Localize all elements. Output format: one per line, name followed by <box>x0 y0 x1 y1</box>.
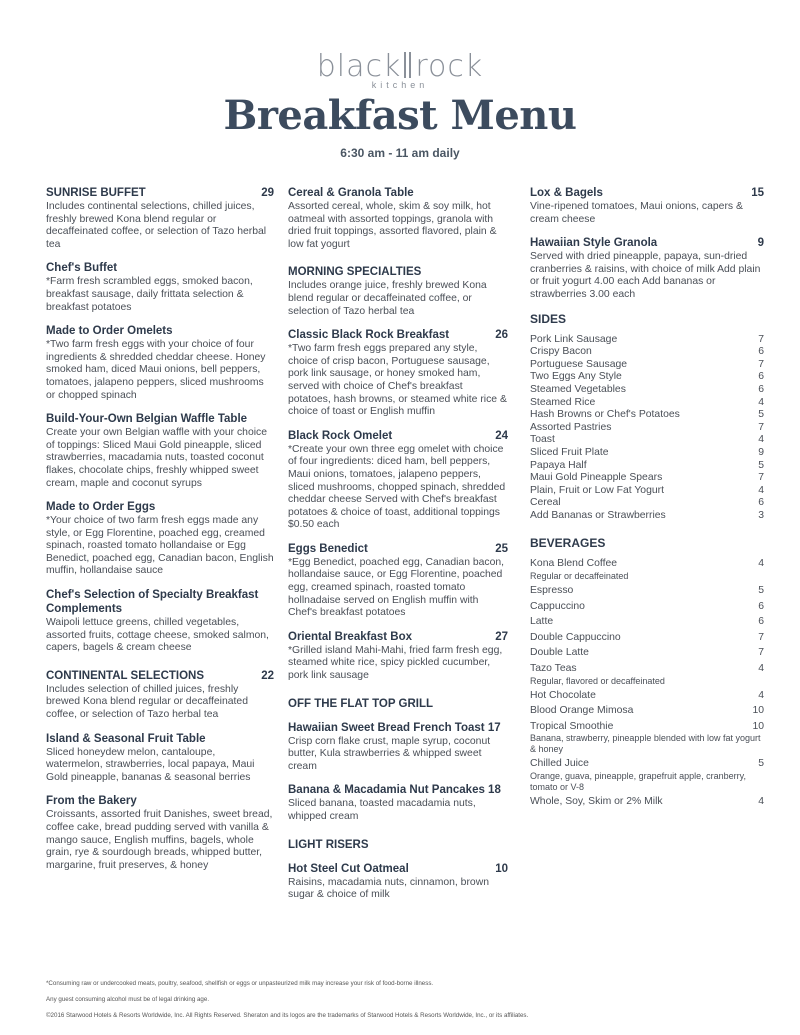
item-price: 9 <box>757 237 764 250</box>
item-name: MORNING SPECIALTIES <box>288 266 422 279</box>
item-description: Raisins, macadamia nuts, cinnamon, brown sugar & choice of milk <box>288 876 489 901</box>
item-header <box>46 324 274 338</box>
item-description: Crisp corn flake crust, maple syrup, coconut butter, Kula strawberries & whipped sweet cream <box>288 735 491 772</box>
side-name: Add Bananas or Strawberries <box>530 509 666 521</box>
side-name: Steamed Rice <box>530 396 596 408</box>
side-name: Plain, Fruit or Low Fat Yogurt <box>530 484 664 496</box>
side-price: 4 <box>758 396 764 408</box>
side-name: Toast <box>530 434 555 446</box>
item-name: SUNRISE BUFFET <box>46 187 146 199</box>
logo-subtitle: kitchen <box>371 80 429 90</box>
beverage-price: 10 <box>752 705 764 717</box>
item-description: *Egg Benedict, poached egg, Canadian bacon, hollandaise sauce, or Egg Florentine, poached egg, creamed spinach, roasted tomato hollnadaise served on English muffin with Chef's breakfast potatoes <box>288 556 505 619</box>
item-description: Waipoli lettuce greens, chilled vegetables, assorted fruits, cottage cheese, smoked salmon, capers, bagels & cream cheese <box>46 617 269 654</box>
item-description: Create your own Belgian waffle with your choice of toppings: Sliced Maui Gold pineapple, sliced strawberries, macadamia nuts, toasted coconut flakes, chocolate chips, freshly whipped sweet cream, maple and coconut syrups <box>46 427 268 489</box>
item-description: Includes continental selections, chilled juices, freshly brewed Kona blend regular or decaffeinated coffee, or selection of Tazo herbal tea <box>46 201 267 250</box>
item-price: 10 <box>495 862 508 875</box>
menu-section <box>46 669 274 722</box>
menu-section <box>46 186 274 251</box>
side-price: 5 <box>758 459 764 471</box>
item-description: *Grilled island Mahi-Mahi, fried farm fresh egg, steamed white rice, spicy pickled cucumber, pork link sausage <box>288 644 503 682</box>
beverage-row <box>530 705 764 718</box>
item-name: Classic Black Rock Breakfast <box>288 329 450 342</box>
beverage-item <box>530 601 764 614</box>
menu-column-1 <box>46 186 274 882</box>
item-description: Vine-ripened tomatoes, Maui onions, capers & cream cheese <box>530 201 743 225</box>
item-description: Served with dried pineapple, papaya, sun-dried cranberries & raisins, with choice of milk Add plain or fruit yogurt 4.00 each Add bananas or strawberries 3.00 each <box>530 251 761 300</box>
item-header <box>46 732 274 746</box>
side-price: 4 <box>758 434 764 446</box>
side-name: Papaya Half <box>530 459 587 471</box>
item-description: Sliced honeydew melon, cantaloupe, watermelon, strawberries, local papaya, Maui Gold pineapple, bananas & seasonal berries <box>46 746 255 783</box>
beverage-note: Regular, flavored or decaffeinated <box>530 675 665 686</box>
side-item <box>530 409 764 422</box>
item-name: Build-Your-Own Belgian Waffle Table <box>46 413 248 426</box>
item-name: CONTINENTAL SELECTIONS <box>46 669 205 682</box>
menu-item <box>288 783 508 823</box>
side-item <box>530 510 764 523</box>
beverage-name: Kona Blend Coffee <box>530 558 618 570</box>
side-price: 4 <box>758 484 764 496</box>
side-price: 5 <box>758 409 764 421</box>
beverages-heading: BEVERAGES <box>530 536 606 551</box>
beverage-name: Tropical Smoothie <box>530 720 614 732</box>
item-name: From the Bakery <box>46 795 137 808</box>
item-name: Chef's Selection of Specialty Breakfast Complements <box>46 589 259 616</box>
beverage-price: 10 <box>752 720 764 732</box>
side-name: Sliced Fruit Plate <box>530 446 609 458</box>
beverage-name: Espresso <box>530 585 574 597</box>
menu-section <box>288 697 508 711</box>
beverage-row <box>530 632 764 645</box>
side-price: 6 <box>758 497 764 509</box>
side-item <box>530 434 764 447</box>
menu-item <box>46 261 274 314</box>
item-header <box>288 429 508 443</box>
beverage-note: Regular or decaffeinated <box>530 571 629 582</box>
item-price: 27 <box>495 630 508 643</box>
beverage-row <box>530 758 764 771</box>
menu-item <box>46 794 274 872</box>
beverage-row <box>530 647 764 660</box>
beverage-item <box>530 663 764 687</box>
beverage-item <box>530 690 764 703</box>
side-item <box>530 397 764 410</box>
beverage-item <box>530 558 764 582</box>
item-name: Oriental Breakfast Box <box>288 630 412 643</box>
item-description: *Two farm fresh eggs with your choice of four ingredients & shredded cheddar cheese. Honey smoked ham, diced Maui onions, bell peppers, tomatoes, jalapeno peppers, sliced mushrooms or chopped spinach <box>46 339 266 401</box>
item-header <box>46 261 274 275</box>
item-header <box>288 328 508 342</box>
item-name: Banana & Macadamia Nut Pancakes 18 <box>288 784 501 797</box>
side-item <box>530 447 764 460</box>
side-price: 7 <box>758 421 764 433</box>
beverage-row <box>530 663 764 676</box>
beverage-price: 6 <box>758 616 764 628</box>
side-item <box>530 422 764 435</box>
item-header <box>530 236 764 250</box>
side-price: 6 <box>758 383 764 395</box>
beverage-price: 5 <box>758 758 764 770</box>
item-name: Made to Order Omelets <box>46 325 173 338</box>
item-header <box>46 500 274 514</box>
sides-list <box>530 334 764 523</box>
side-item <box>530 334 764 347</box>
menu-item <box>46 324 274 402</box>
item-price: 29 <box>261 187 274 199</box>
item-description: *Your choice of two farm fresh eggs made any style, or Egg Florentine, poached egg, creamed spinach, roasted tomato hollandaise or Egg Benedict, poached egg, Canadian bacon, English muffin, hollandaise sauce <box>46 515 274 577</box>
side-price: 7 <box>758 358 764 370</box>
item-price: 15 <box>751 187 764 199</box>
item-price: 24 <box>495 429 508 442</box>
item-header <box>288 721 508 735</box>
beverage-price: 4 <box>758 663 764 675</box>
beverage-name: Cappuccino <box>530 600 585 612</box>
page-title: Breakfast Menu <box>223 92 577 139</box>
item-name: Chef's Buffet <box>46 262 118 275</box>
beverage-item <box>530 796 764 809</box>
beverage-name: Whole, Soy, Skim or 2% Milk <box>530 796 663 807</box>
service-hours: 6:30 am - 11 am daily <box>340 146 460 160</box>
side-name: Steamed Vegetables <box>530 383 626 395</box>
side-name: Portuguese Sausage <box>530 358 628 370</box>
sides-heading: SIDES <box>530 311 567 326</box>
beverage-price: 7 <box>758 647 764 659</box>
side-price: 7 <box>758 472 764 484</box>
side-item <box>530 359 764 372</box>
beverage-price: 4 <box>758 689 764 701</box>
menu-item <box>46 732 274 785</box>
beverage-row <box>530 616 764 629</box>
item-header <box>46 669 274 683</box>
beverage-row <box>530 721 764 734</box>
beverage-price: 5 <box>758 585 764 597</box>
menu-item <box>288 429 508 532</box>
side-name: Two Eggs Any Style <box>530 371 622 383</box>
menu-item <box>288 630 508 683</box>
beverage-name: Blood Orange Mimosa <box>530 705 634 717</box>
item-name: Island & Seasonal Fruit Table <box>46 732 206 745</box>
side-name: Pork Link Sausage <box>530 333 618 345</box>
logo <box>0 50 800 90</box>
item-description: *Farm fresh scrambled eggs, smoked bacon, breakfast sausage, daily frittata selection & breakfast potatoes <box>46 276 253 313</box>
beverage-name: Tazo Teas <box>530 663 577 675</box>
menu-section <box>288 265 508 318</box>
item-name: Hot Steel Cut Oatmeal <box>288 862 409 875</box>
item-header <box>288 838 508 852</box>
beverage-row <box>530 796 764 809</box>
footer-alcohol-notice: Any guest consuming alcohol must be of legal drinking age. <box>46 996 210 1003</box>
beverages-list <box>530 558 764 808</box>
item-name: Made to Order Eggs <box>46 501 156 514</box>
beverage-item <box>530 705 764 718</box>
item-name: Eggs Benedict <box>288 542 368 555</box>
item-header <box>288 186 508 200</box>
footer-disclaimer: *Consuming raw or undercooked meats, poultry, seafood, shellfish or eggs or unpasteurized milk may increase your risk of food-borne illness. <box>46 980 434 987</box>
side-name: Maui Gold Pineapple Spears <box>530 472 663 484</box>
item-header <box>288 783 508 797</box>
menu-item <box>288 328 508 419</box>
beverage-name: Chilled Juice <box>530 758 589 770</box>
item-header <box>288 265 508 279</box>
side-item <box>530 497 764 510</box>
menu-column-2 <box>288 186 508 912</box>
item-name: LIGHT RISERS <box>288 838 369 851</box>
item-name: OFF THE FLAT TOP GRILL <box>288 697 434 710</box>
beverage-name: Double Latte <box>530 647 589 659</box>
menu-item <box>530 186 764 226</box>
side-item <box>530 384 764 397</box>
beverage-price: 6 <box>758 600 764 612</box>
beverage-price: 4 <box>758 796 764 807</box>
beverage-name: Latte <box>530 616 554 628</box>
menu-item <box>288 862 508 902</box>
beverage-item <box>530 758 764 793</box>
item-description: Includes orange juice, freshly brewed Kona blend regular or decaffeinated coffee, or selection of Tazo herbal tea <box>288 280 487 317</box>
beverage-row <box>530 601 764 614</box>
item-name: Hawaiian Style Granola <box>530 237 658 250</box>
side-name: Hash Browns or Chef's Potatoes <box>530 409 680 421</box>
beverage-name: Hot Chocolate <box>530 689 596 701</box>
menu-item <box>46 412 274 490</box>
beverage-name: Double Cappuccino <box>530 631 621 643</box>
item-price: 26 <box>495 329 508 342</box>
item-header <box>288 697 508 711</box>
menu-section <box>288 838 508 852</box>
beverage-item <box>530 585 764 598</box>
beverage-item <box>530 616 764 629</box>
item-name: Black Rock Omelet <box>288 429 393 442</box>
item-header <box>530 186 764 200</box>
logo-wordmark: black rock <box>316 49 484 84</box>
menu-item <box>530 236 764 301</box>
side-price: 6 <box>758 371 764 383</box>
item-description: *Create your own three egg omelet with choice of four ingredients: diced ham, bell peppers, Maui onions, tomatoes, jalapeno peppers, sliced mushrooms, chopped spinach, shredded cheddar cheese Served with Chef's breakfast potatoes & choice of toast, additional toppings $0.50 each <box>288 443 506 531</box>
menu-item <box>288 186 508 251</box>
side-item <box>530 371 764 384</box>
beverage-note: Banana, strawberry, pineapple blended with low fat yogurt & honey <box>530 733 761 755</box>
menu-column-3 <box>530 186 764 812</box>
fork-knife-icon <box>403 52 413 78</box>
item-header <box>288 862 508 876</box>
beverage-price: 4 <box>758 558 764 570</box>
item-header <box>46 412 274 426</box>
item-header <box>46 794 274 808</box>
item-description: Sliced banana, toasted macadamia nuts, whipped cream <box>288 798 476 822</box>
side-item <box>530 472 764 485</box>
item-header <box>46 588 274 616</box>
menu-item <box>46 500 274 578</box>
menu-item <box>288 542 508 620</box>
item-name: Cereal & Granola Table <box>288 187 414 199</box>
item-description: Includes selection of chilled juices, freshly brewed Kona blend regular or decaffeinated coffee, or selection of Tazo herbal tea <box>46 683 248 721</box>
item-name: Hawaiian Sweet Bread French Toast 17 <box>288 721 501 734</box>
item-description: *Two farm fresh eggs prepared any style, choice of crisp bacon, Portuguese sausage, pork link sausage, or honey smoked ham, served with choice of Chef's breakfast potatoes, hash browns, or steamed white rice & choice of toast or English muffin <box>288 343 507 418</box>
item-header <box>288 630 508 644</box>
side-name: Assorted Pastries <box>530 421 612 433</box>
side-item <box>530 346 764 359</box>
side-price: 6 <box>758 346 764 358</box>
beverage-row <box>530 690 764 703</box>
beverage-item <box>530 632 764 645</box>
item-price: 25 <box>495 542 508 555</box>
beverage-item <box>530 647 764 660</box>
side-name: Cereal <box>530 497 561 509</box>
item-description: Croissants, assorted fruit Danishes, sweet bread, coffee cake, bread pudding served with vanilla & mango sauce, English muffins, bagels, whole grain, rye & sourdough breads, whipped butter, margarine, fruit preserves, & honey <box>46 809 273 871</box>
item-header <box>46 186 274 200</box>
beverage-row <box>530 585 764 598</box>
menu-item <box>288 721 508 774</box>
side-name: Crispy Bacon <box>530 346 592 358</box>
beverage-row <box>530 558 764 571</box>
beverage-price: 7 <box>758 631 764 643</box>
item-price: 22 <box>261 669 274 682</box>
beverage-item <box>530 721 764 756</box>
item-name: Lox & Bagels <box>530 187 603 199</box>
menu-item <box>46 588 274 655</box>
side-price: 9 <box>758 446 764 458</box>
side-price: 3 <box>758 509 764 521</box>
side-item <box>530 485 764 498</box>
footer-copyright: ©2016 Starwood Hotels & Resorts Worldwide, Inc. All Rights Reserved. Sheraton and its logos are the trademarks of Starwood Hotels & Resorts Worldwide, Inc., or its affiliates. <box>46 1012 529 1019</box>
item-header <box>288 542 508 556</box>
side-item <box>530 460 764 473</box>
beverage-note: Orange, guava, pineapple, grapefruit apple, cranberry, tomato or V-8 <box>530 771 746 792</box>
side-price: 7 <box>758 333 764 345</box>
item-description: Assorted cereal, whole, skim & soy milk, hot oatmeal with assorted toppings, granola with dried fruit toppings, assorted flavored, plain & low fat yogurt <box>288 201 497 250</box>
